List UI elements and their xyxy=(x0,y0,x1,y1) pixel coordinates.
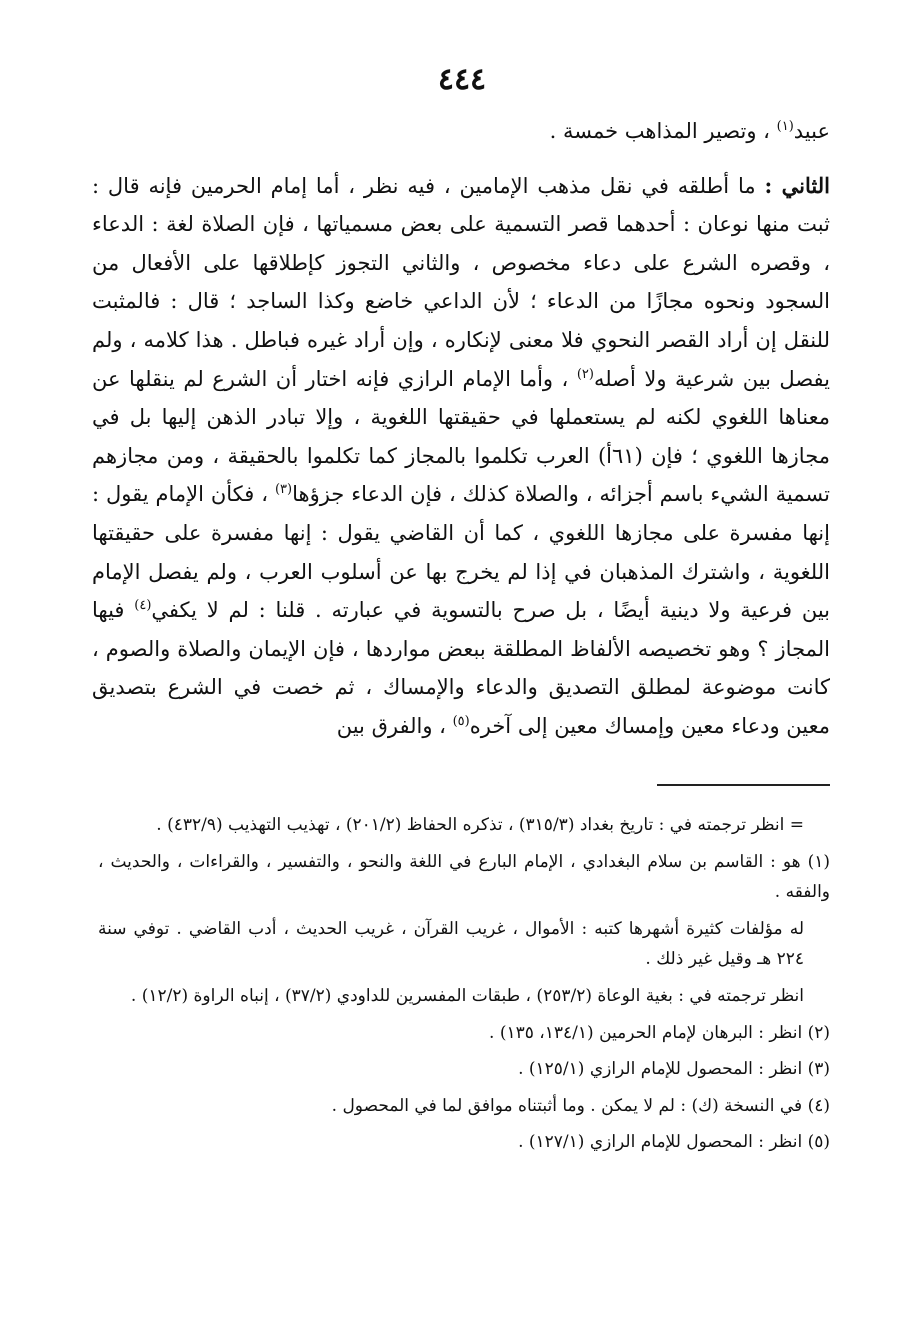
page-number: ٤٤٤ xyxy=(437,62,487,97)
footnote-ref-1[interactable]: (١) xyxy=(776,119,794,134)
paragraph-2-text-a: ما أطلقه في نقل مذهب الإمامين ، فيه نظر ، أما إمام الحرمين فإنه قال : ثبت منها نوعان : أحدهما قصر التسمية على بعض مسمياتها ، فإن الصلاة لغة : الدعاء ، وقصره الشرع على دعاء مخصوص ، والثاني التجوز كإطلاقها على الأفعال من السجود ونحوه مجازًا من الدعاء ؛ لأن الداعي خاضع وكذا الساجد ؛ قال : فالمثبت للنقل إن أراد القصر النحوي فلا معنى لإنكاره ، وإن أراد غيره فباطل . هذا كلامه ، ولم يفصل بين شرعية ولا أصله xyxy=(92,173,830,391)
footnotes xyxy=(98,810,830,1164)
main-text xyxy=(92,112,830,746)
paragraph-1 xyxy=(92,112,830,151)
footnote-ref-5[interactable]: (٥) xyxy=(452,713,470,729)
paragraph-2-lead: الثاني : xyxy=(764,172,830,198)
footnote-ref-3[interactable]: (٣) xyxy=(274,482,293,498)
footnote-3: (٣) انظر : المحصول للإمام الرازي (١٢٥/١) . xyxy=(518,1059,830,1080)
paragraph-1-text-a: عبيد xyxy=(793,119,830,143)
paragraph-1-text-b: ، وتصير المذاهب خمسة . xyxy=(549,119,770,143)
footnote-ref-2[interactable]: (٢) xyxy=(576,366,594,382)
footnote-5: (٥) انظر : المحصول للإمام الرازي (١٢٧/١) . xyxy=(518,1132,830,1153)
paragraph-2-text-b: ، وأما الإمام الرازي فإنه اختار أن الشرع لم ينقلها عن معناها اللغوي لكنه لم يستعملها في حقيقتها اللغوية ، وإلا تبادر الذهن إليها بل في مجازها اللغوي ؛ فإن (٦١أ) العرب تكلموا بالمجاز كما تكلموا بالحقيقة ، ومن مجازهم تسمية الشيء باسم أجزائه ، والصلاة كذلك ، فإن الدعاء جزؤها xyxy=(92,366,830,507)
footnote-2: (٢) انظر : البرهان لإمام الحرمين (١٣٤/١، ١٣٥) . xyxy=(489,1022,830,1043)
footnote-1: (١) هو : القاسم بن سلام البغدادي ، الإمام البارع في اللغة والنحو ، والتفسير ، والقراءات ، والحديث ، والفقه . xyxy=(98,851,830,903)
paragraph-2-text-c: ، فكأن الإمام يقول : إنها مفسرة على مجازها اللغوي ، كما أن القاضي يقول : إنها مفسرة على حقيقتها اللغوية ، واشترك المذهبان في إذا لم يخرج بها عن أسلوب العرب ، ولم يفصل الإمام بين فرعية ولا دينية أيضًا ، بل صرح بالتسوية في عبارته . قلنا : لم لا يكفي xyxy=(92,482,830,623)
footnote-continuation: = انظر ترجمته في : تاريخ بغداد (٣١٥/٣) ، تذكره الحفاظ (٢٠١/٢) ، تهذيب التهذيب (٤٣٢/٩) . xyxy=(156,815,804,835)
paragraph-2-text-e: ، والفرق بين xyxy=(336,713,453,738)
footnote-1-works: له مؤلفات كثيرة أشهرها كتبه : الأموال ، غريب القرآن ، غريب الحديث ، أدب القاضي . توفي سنة ٢٢٤ هـ وقيل غير ذلك . xyxy=(98,918,804,970)
footnote-separator xyxy=(657,784,830,786)
paragraph-2 xyxy=(92,167,830,746)
footnote-4: (٤) في النسخة (ك) : لم لا يمكن . وما أثبتناه موافق لما في المحصول . xyxy=(331,1095,830,1116)
footnote-1-sources: انظر ترجمته في : بغية الوعاة (٢٥٣/٢) ، طبقات المفسرين للداودي (٣٧/٢) ، إنباه الراوة (١٢/٢) . xyxy=(130,985,804,1006)
paragraph-2-text-d: فيها المجاز ؟ وهو تخصيصه الألفاظ المطلقة ببعض مواردها ، فإن الإيمان والصلاة والصوم ، كانت موضوعة لمطلق التصديق والدعاء والإمساك ، ثم خصت في الشرع بتصديق معين ودعاء معين وإمساك معين إلى آخره xyxy=(92,598,830,738)
footnote-ref-4[interactable]: (٤) xyxy=(134,598,152,614)
